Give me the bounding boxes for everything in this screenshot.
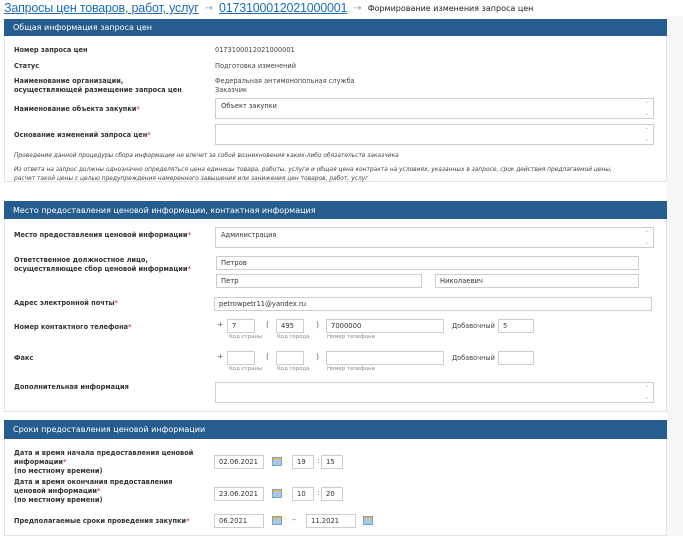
sub-number: Номер телефона <box>327 334 375 340</box>
plus-sign: + <box>217 320 224 329</box>
status-label: Статус <box>14 62 40 70</box>
start-date-input[interactable]: 02.06.2021 <box>214 455 264 469</box>
last-name-input[interactable]: Петров <box>216 256 639 270</box>
end-label-line3: (по местному времени) <box>14 496 103 504</box>
phone-city-input[interactable]: 495 <box>276 319 304 333</box>
phone-ext-input[interactable]: 5 <box>498 319 534 333</box>
object-textarea-value: Объект закупки <box>221 102 277 110</box>
org-value-line2: Заказчик <box>215 86 247 94</box>
required-mark: * <box>186 517 190 525</box>
breadcrumb <box>4 0 533 16</box>
required-mark: * <box>147 131 151 139</box>
email-input[interactable]: petrowpetr11@yandex.ru <box>214 297 652 311</box>
fax-city-input[interactable] <box>276 351 304 365</box>
object-label <box>14 105 140 114</box>
required-mark: * <box>136 105 140 113</box>
start-label-line2: информации <box>14 458 63 466</box>
org-label-line1: Наименование организации, <box>14 77 124 85</box>
end-minute-input[interactable]: 20 <box>321 487 343 501</box>
basis-label <box>14 131 151 140</box>
required-mark: * <box>187 231 192 239</box>
scroll-arrows-icon[interactable]: ⌃ ⌄ <box>644 230 650 246</box>
section-title: Место предоставления ценовой информации, контактная информация <box>13 205 316 215</box>
period-from-input[interactable]: 06.2021 <box>214 514 264 528</box>
end-label-line1: Дата и время окончания предоставления <box>14 478 173 486</box>
start-minute-input[interactable]: 15 <box>321 455 343 469</box>
extra-info-label: Дополнительная информация <box>14 383 129 391</box>
required-mark: * <box>128 323 132 331</box>
calendar-icon[interactable] <box>272 516 282 525</box>
sub-city: Код города <box>277 334 310 340</box>
note-line1: Из ответа на запрос должны однозначно определяться цена единицы товара, работы, услуги и общая цена контракта на условиях, указанных в запросе, срок действия предлагаемой цены, <box>14 167 612 173</box>
object-textarea[interactable] <box>215 98 654 119</box>
fax-country-input[interactable] <box>227 351 255 365</box>
section-title: Сроки предоставления ценовой информации <box>13 425 206 434</box>
sub-country: Код страны <box>229 366 263 372</box>
sub-city: Код города <box>277 366 310 372</box>
phone-country-input[interactable]: 7 <box>227 319 255 333</box>
section-header-contact <box>4 201 667 219</box>
arrow-right-icon: → <box>353 2 362 14</box>
calendar-icon[interactable] <box>363 516 373 525</box>
place-label <box>14 231 191 240</box>
close-paren: ) <box>316 320 320 329</box>
calendar-icon[interactable] <box>272 489 282 498</box>
section-title: Общая информация запроса цен <box>13 23 153 32</box>
end-label <box>14 478 173 505</box>
time-separator: : <box>317 488 320 497</box>
fax-ext-input[interactable] <box>498 351 534 365</box>
email-label <box>14 299 118 308</box>
note-price-definition <box>14 166 612 184</box>
end-date-input[interactable]: 23.06.2021 <box>214 487 264 501</box>
sub-number: Номер телефона <box>327 366 375 372</box>
place-textarea[interactable] <box>215 227 654 248</box>
section-header-general <box>4 19 667 36</box>
breadcrumb-link-price-requests[interactable]: Запросы цен товаров, работ, услуг <box>4 1 199 15</box>
end-hour-input[interactable]: 10 <box>292 487 314 501</box>
scroll-arrows-icon[interactable]: ⌃ ⌄ <box>644 127 650 143</box>
start-label-line3: (по местному времени) <box>14 467 103 475</box>
breadcrumb-link-request-number[interactable]: 0173100012021000001 <box>219 1 348 15</box>
email-label-text: Адрес электронной почты <box>14 299 115 307</box>
required-mark: * <box>114 299 118 307</box>
sub-country: Код страны <box>229 334 263 340</box>
arrow-right-icon: → <box>204 2 213 14</box>
object-label-text: Наименование объекта закупки <box>14 105 137 113</box>
place-label-text: Место предоставления ценовой информации <box>14 231 188 239</box>
phone-label <box>14 323 132 332</box>
required-mark: * <box>97 487 101 495</box>
fax-label: Факс <box>14 354 34 362</box>
open-paren: ( <box>266 320 270 329</box>
person-label-text: осуществляющее сбор ценовой информации <box>14 265 188 273</box>
phone-ext-label: Добавочный <box>452 322 495 330</box>
basis-label-text: Основание изменений запроса цен <box>14 131 148 139</box>
period-label <box>14 517 190 526</box>
end-label-line2: ценовой информации <box>14 487 97 495</box>
basis-textarea[interactable] <box>215 124 654 145</box>
start-label-line1: Дата и время начала предоставления ценовой <box>14 449 194 457</box>
person-label-line1: Ответственное должностное лицо, <box>14 256 148 264</box>
right-margin-pane <box>667 16 683 536</box>
person-label-line2 <box>14 265 191 274</box>
scroll-arrows-icon[interactable]: ⌃ ⌄ <box>644 385 650 401</box>
fax-number-input[interactable] <box>326 351 444 365</box>
required-mark: * <box>187 265 191 273</box>
close-paren: ) <box>316 352 320 361</box>
plus-sign: + <box>217 352 224 361</box>
place-textarea-value: Администрация <box>221 231 277 239</box>
breadcrumb-current: Формирование изменения запроса цен <box>367 3 534 13</box>
start-label <box>14 449 193 476</box>
phone-number-input[interactable]: 7000000 <box>326 319 444 333</box>
calendar-icon[interactable] <box>272 457 282 466</box>
request-number-label: Номер запроса цен <box>14 46 88 54</box>
required-mark: * <box>62 458 67 466</box>
org-value-line1: Федеральная антимонопольная служба <box>215 77 355 85</box>
phone-label-text: Номер контактного телефона <box>14 323 129 331</box>
period-label-text: Предполагаемые сроки проведения закупки <box>14 517 187 525</box>
scroll-arrows-icon[interactable]: ⌃ ⌄ <box>644 101 650 117</box>
request-number-value: 0173100012021000001 <box>215 46 295 54</box>
period-to-input[interactable]: 11.2021 <box>306 514 356 528</box>
fax-ext-label: Добавочный <box>452 354 495 362</box>
extra-info-textarea[interactable] <box>215 382 654 403</box>
time-separator: : <box>317 456 320 465</box>
org-label-line2: осуществляющей размещение запроса цен <box>14 86 182 94</box>
org-label <box>14 77 182 95</box>
org-value <box>215 77 355 95</box>
status-value: Подготовка изменений <box>215 62 297 70</box>
note-obligations: Проведение данной процедуры сбора информации не влечет за собой возникновения каких-либо обязательств заказчика <box>14 153 399 159</box>
middle-name-input[interactable]: Николаевич <box>435 274 639 288</box>
person-label <box>14 256 191 274</box>
section-header-terms <box>4 420 667 439</box>
period-dash: – <box>292 515 296 524</box>
first-name-input[interactable]: Петр <box>216 274 422 288</box>
start-hour-input[interactable]: 19 <box>292 455 314 469</box>
note-line2: расчет такой цены с целью предупреждения намеренного завышения или занижения цен товаров, работ, услуг <box>14 176 369 182</box>
open-paren: ( <box>266 352 270 361</box>
